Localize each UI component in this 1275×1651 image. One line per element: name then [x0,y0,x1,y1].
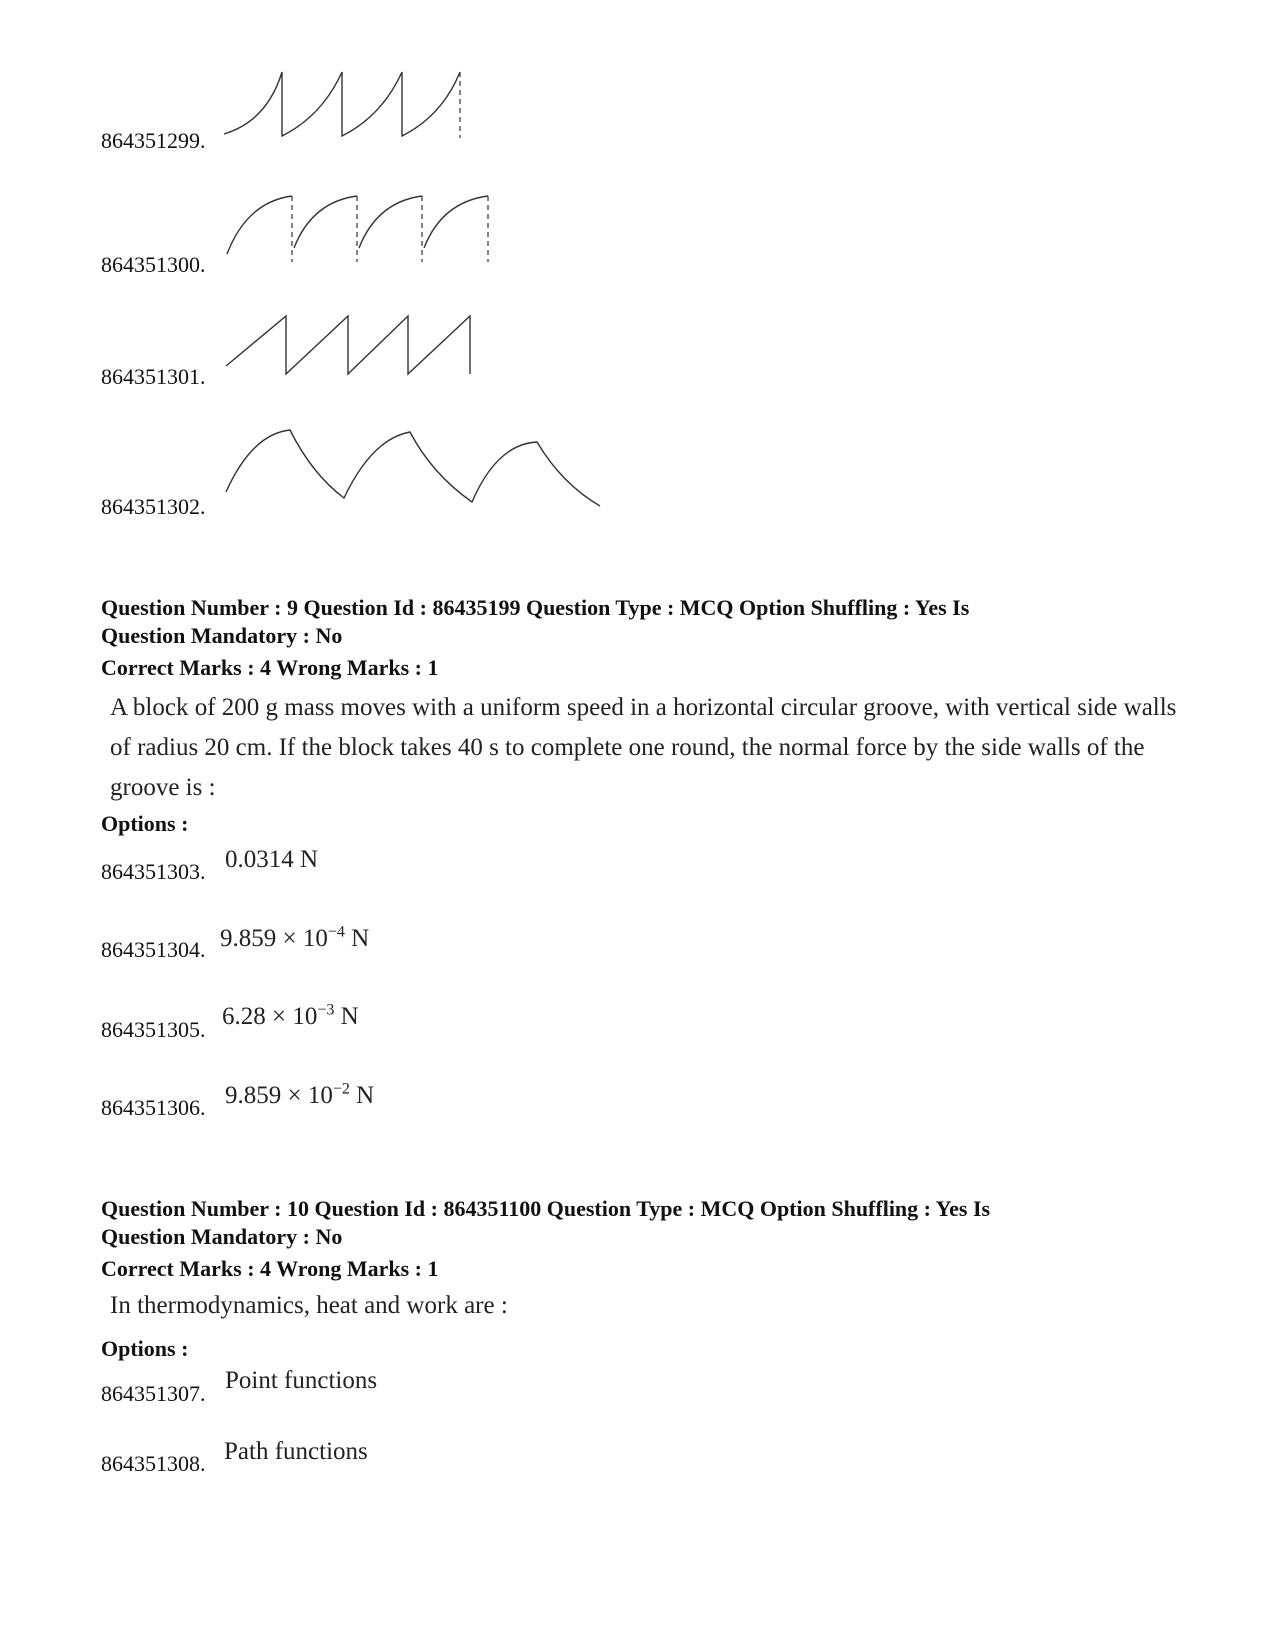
option-unit: N [340,1003,359,1030]
question-9-header [101,594,1181,650]
option-id: 864351306. [101,1095,206,1120]
option-text [225,1081,374,1111]
option-id: 864351304. [101,937,206,962]
option-text: Point functions [225,1367,378,1394]
option-mantissa: 9.859 × 10 [220,925,328,952]
question-9-header-line1: Question Number : 9 Question Id : 86435199 Question Type : MCQ Option Shuffling : Yes Is [101,595,970,620]
sawtooth-convex-dashed-graph-icon [222,192,497,267]
option-id: 864351305. [101,1017,206,1042]
option-text: 0.0314 N [225,846,319,873]
option-id: 864351299. [101,128,206,153]
option-exponent: −4 [327,923,345,941]
question-9-stem: A block of 200 g mass moves with a uniform speed in a horizontal circular groove, with vertical side walls of radius 20 cm. If the block takes 40 s to complete one round, the normal force by the side walls of the groove is : [110,694,1177,801]
question-10-options-label: Options : [101,1336,189,1361]
option-unit: N [351,925,370,952]
sawtooth-linear-graph-icon [222,310,482,380]
question-9-options-label: Options : [101,811,189,836]
option-unit: N [356,1082,375,1109]
option-id: 864351301. [101,364,206,389]
option-exponent: −2 [332,1080,350,1098]
option-text [220,924,369,954]
option-mantissa: 6.28 × 10 [222,1003,318,1030]
option-text: Path functions [224,1438,368,1465]
question-10-marks: Correct Marks : 4 Wrong Marks : 1 [101,1256,439,1281]
question-10-stem: In thermodynamics, heat and work are : [110,1292,508,1319]
sawtooth-concave-dashed-graph-icon [222,66,472,141]
question-10-header-line1: Question Number : 10 Question Id : 864351100 Question Type : MCQ Option Shuffling : Yes Is [101,1196,991,1221]
question-10-header-line2: Question Mandatory : No [101,1224,343,1249]
option-id: 864351302. [101,494,206,519]
option-id: 864351307. [101,1381,206,1406]
option-id: 864351308. [101,1451,206,1476]
arched-wave-graph-icon [222,424,612,514]
question-9-header-line2: Question Mandatory : No [101,623,343,648]
option-id: 864351303. [101,859,206,884]
question-10-header [101,1195,1181,1251]
option-id: 864351300. [101,252,206,277]
option-exponent: −3 [317,1001,335,1019]
option-mantissa: 9.859 × 10 [225,1082,333,1109]
option-text [222,1002,359,1032]
question-9-marks: Correct Marks : 4 Wrong Marks : 1 [101,655,439,680]
